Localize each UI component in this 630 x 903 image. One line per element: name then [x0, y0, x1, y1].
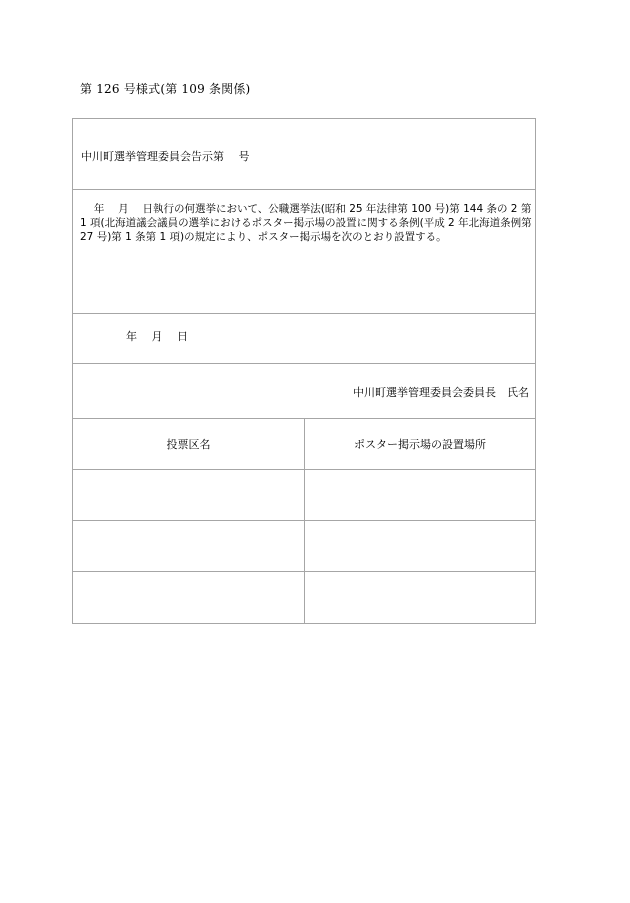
table-row [73, 470, 535, 521]
notice-body-text: 年 月 日執行の何選挙において、公職選挙法(昭和 25 年法律第 100 号)第 144 条の 2 第 1 項(北海道議会議員の選挙におけるポスター掲示場の設置に関する条例(平成 2 年北海道条例第 27 号)第 1 条第 1 項)の規定により、ポスター掲示場を次のとおり設置する。 [80, 203, 532, 243]
chair-signature: 中川町選挙管理委員会委員長 氏名 [353, 386, 529, 399]
form-number: 第 126 号様式(第 109 条関係) [80, 82, 251, 96]
notice-number: 中川町選挙管理委員会告示第 号 [81, 150, 250, 163]
table-header-row [73, 419, 535, 470]
table-row [73, 521, 535, 572]
notice-form [72, 118, 536, 624]
date-row [73, 314, 535, 364]
notice-body-row [73, 190, 535, 314]
notice-number-row [73, 119, 535, 190]
table-row [73, 572, 535, 623]
date-line: 年 月 日 [126, 330, 188, 343]
cell-voting-district [73, 572, 305, 623]
header-voting-district: 投票区名 [73, 419, 305, 469]
cell-poster-location [305, 470, 535, 520]
cell-voting-district [73, 521, 305, 571]
cell-poster-location [305, 572, 535, 623]
cell-voting-district [73, 470, 305, 520]
header-poster-location: ポスター掲示場の設置場所 [354, 438, 486, 451]
cell-poster-location [305, 521, 535, 571]
chair-signature-row [73, 364, 535, 419]
